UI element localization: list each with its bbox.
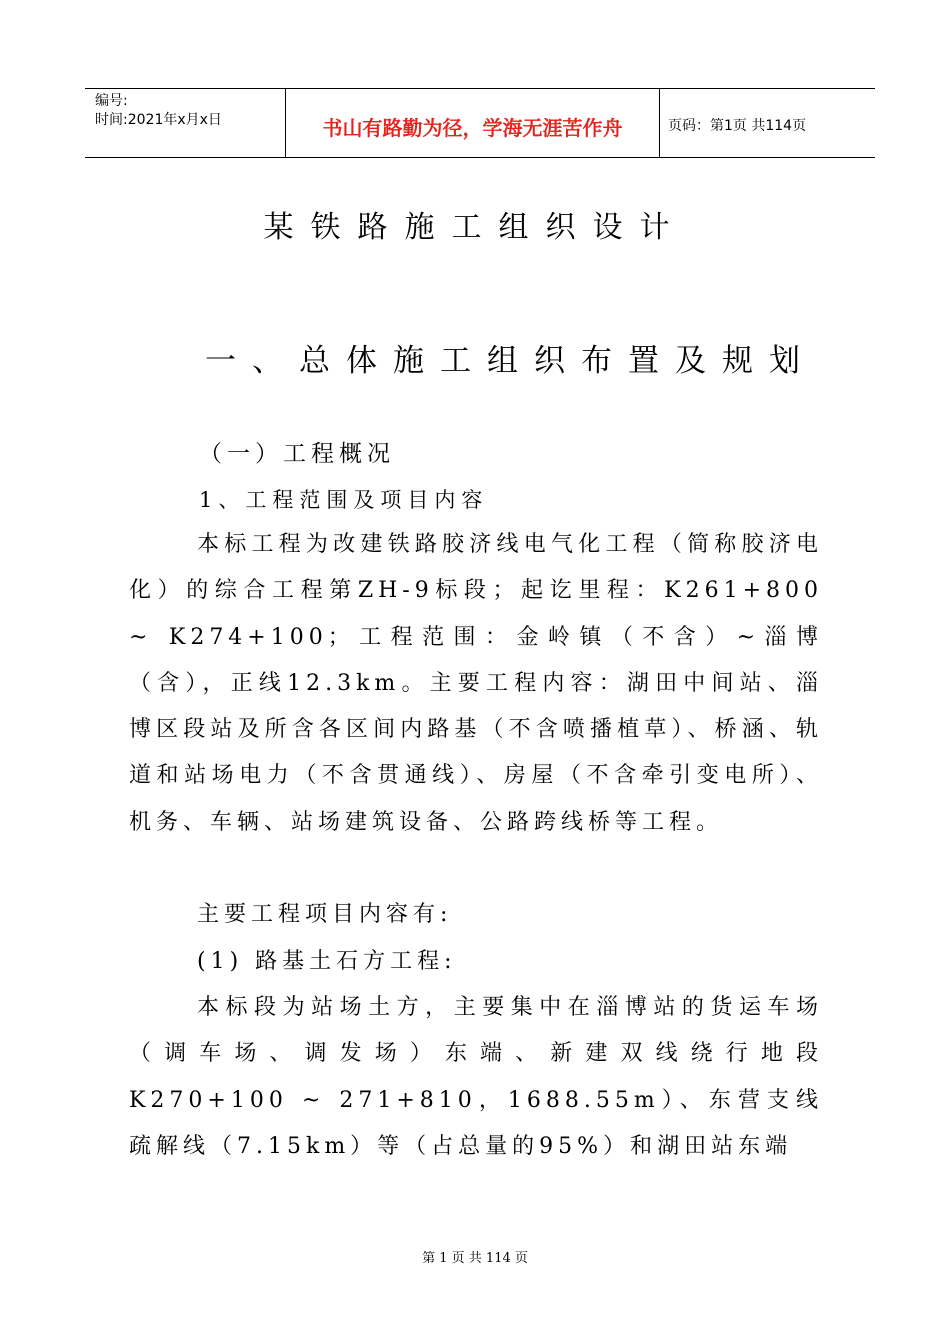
paragraph-earthwork: 本标段为站场土方，主要集中在淄博站的货运车场（调车场、调发场）东端、新建双线绕行地段K270+100 ~ 271+810，1688.55m）、东营支线疏解线（7.15km）等（占总量的95%）和湖田站东端 [129,995,823,1159]
subitem-earthwork: (1) 路基土石方工程: [197,949,457,974]
items-intro: 主要工程项目内容有: [197,902,453,927]
paragraph-scope: 本标工程为改建铁路胶济线电气化工程（简称胶济电化）的综合工程第ZH-9标段；起讫里程：K261+800 ~ K274+100；工程范围：金岭镇（不含）~淄博（含），正线12.3km。主要工程内容：湖田中间站、淄博区段站及所含各区间内路基（不含喷播植草）、桥涵、轨道和站场电力（不含贯通线）、房屋（不含牵引变电所）、机务、车辆、站场建筑设备、公路跨线桥等工程。 [129,532,823,835]
header-motto: 书山有路勤为径，学海无涯苦作舟 [322,116,623,140]
document-number-label: 编号: [95,93,128,109]
page-header [85,88,875,158]
page-footer: 第 1 页 共 114 页 [422,1251,528,1266]
section-title: 一、总体施工组织布置及规划 [205,343,816,379]
subsection-title: （一）工程概况 [199,441,395,467]
header-page-info: 页码：第1页 共114页 [668,118,807,134]
item-title: 1、工程范围及项目内容 [199,488,489,512]
header-meta [95,92,222,130]
document-time: 时间:2021年x月x日 [95,112,222,128]
document-title: 某铁路施工组织设计 [263,210,687,245]
header-divider-right [659,89,660,157]
